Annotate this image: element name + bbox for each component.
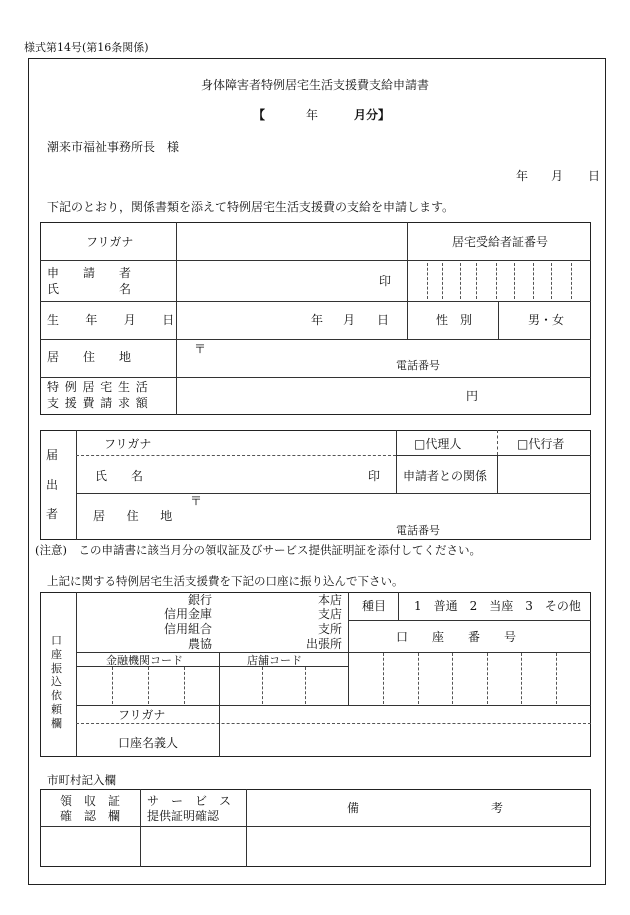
applicant-cert-no-label: 居宅受給者証番号: [452, 235, 549, 249]
claim-label-1: 特例居宅生活: [47, 380, 154, 394]
applicant-name-field[interactable]: [180, 263, 370, 297]
date-year: 年: [516, 169, 529, 183]
branch-type-office: 出張所: [305, 637, 342, 651]
notifier-address-label: 居 住 地: [93, 509, 178, 523]
applicant-name-label-2: 氏 名: [47, 282, 132, 296]
notifier-relation-label: 申請者との関係: [403, 469, 488, 483]
notifier-furigana-label: フリガナ: [104, 437, 152, 451]
date-day: 日: [588, 169, 601, 183]
notifier-proxy-checkbox[interactable]: □代行者: [517, 437, 565, 451]
form-number: 様式第14号(第16条関係): [24, 41, 149, 54]
bank-type-bank: 銀行: [187, 593, 212, 607]
account-type-options[interactable]: 1 普通 2 当座 3 その他: [414, 599, 581, 613]
period-year: 年: [306, 108, 319, 122]
birth-month: 月: [343, 313, 356, 327]
city-heading: 市町村記入欄: [47, 773, 116, 787]
note-text: (注意) この申請書に該当月分の領収証及びサービス提供証明証を添付してください。: [35, 543, 481, 557]
sex-value[interactable]: 男・女: [528, 313, 565, 327]
applicant-furigana-label: フリガナ: [86, 235, 134, 249]
birth-year: 年: [311, 313, 324, 327]
bank-section-label: 口 座 振 込 依 頼 欄: [51, 634, 62, 730]
receipt-label-1: 領 収 証: [60, 794, 121, 808]
account-type-label: 種目: [362, 599, 387, 613]
intro-text: 下記のとおり，関係書類を添えて特例居宅生活支援費の支給を申請します。: [47, 200, 455, 214]
service-label-1: サ ー ビ ス: [147, 794, 232, 808]
service-label-2: 提供証明確認: [147, 809, 220, 823]
form-title: 身体障害者特例居宅生活支援費支給申請書: [200, 78, 429, 92]
branch-type-branch: 支店: [317, 607, 342, 621]
date-month: 月: [551, 169, 564, 183]
notifier-seal: 印: [368, 469, 381, 483]
address-phone: 電話番号: [396, 359, 440, 372]
sex-label: 性 別: [436, 313, 473, 327]
claim-yen: 円: [466, 389, 479, 403]
notifier-postal: 〒: [190, 494, 203, 508]
address-postal: 〒: [194, 342, 207, 356]
branch-type-sub: 支所: [317, 622, 342, 636]
account-number-label: 口 座 番 号: [396, 630, 517, 644]
transfer-intro: 上記に関する特例居宅生活支援費を下記の口座に振り込んで下さい。: [47, 574, 404, 588]
city-table: [40, 789, 591, 867]
branch-code-label: 店舗コード: [247, 654, 302, 667]
birth-label: 生 年 月 日: [47, 313, 182, 327]
receipt-label-2: 確 認 欄: [60, 809, 121, 823]
holder-label: 口座名義人: [118, 736, 179, 750]
claim-label-2: 支援費請求額: [47, 396, 154, 410]
bank-type-credit-union: 信用組合: [163, 622, 212, 636]
notifier-phone: 電話番号: [396, 524, 440, 537]
period-open: 【: [253, 108, 266, 122]
notifier-label: 届 出 者: [46, 448, 59, 522]
holder-furigana-label: フリガナ: [118, 708, 166, 722]
applicant-name-label-1: 申 請 者: [47, 266, 132, 280]
notifier-agent-checkbox[interactable]: □代理人: [414, 437, 462, 451]
applicant-seal: 印: [379, 274, 392, 288]
remarks-label: 備 考: [347, 801, 504, 815]
branch-type-head: 本店: [317, 593, 342, 607]
bank-type-agri: 農協: [187, 637, 212, 651]
bank-type-credit-bank: 信用金庫: [163, 607, 212, 621]
notifier-name-label: 氏 名: [95, 469, 150, 483]
period-month: 月分】: [354, 108, 391, 122]
addressee: 潮来市福祉事務所長 様: [47, 140, 180, 154]
bank-code-label: 金融機関コード: [106, 654, 183, 667]
bank-table: [40, 592, 591, 757]
address-label: 居 住 地: [47, 350, 132, 364]
birth-day: 日: [377, 313, 390, 327]
